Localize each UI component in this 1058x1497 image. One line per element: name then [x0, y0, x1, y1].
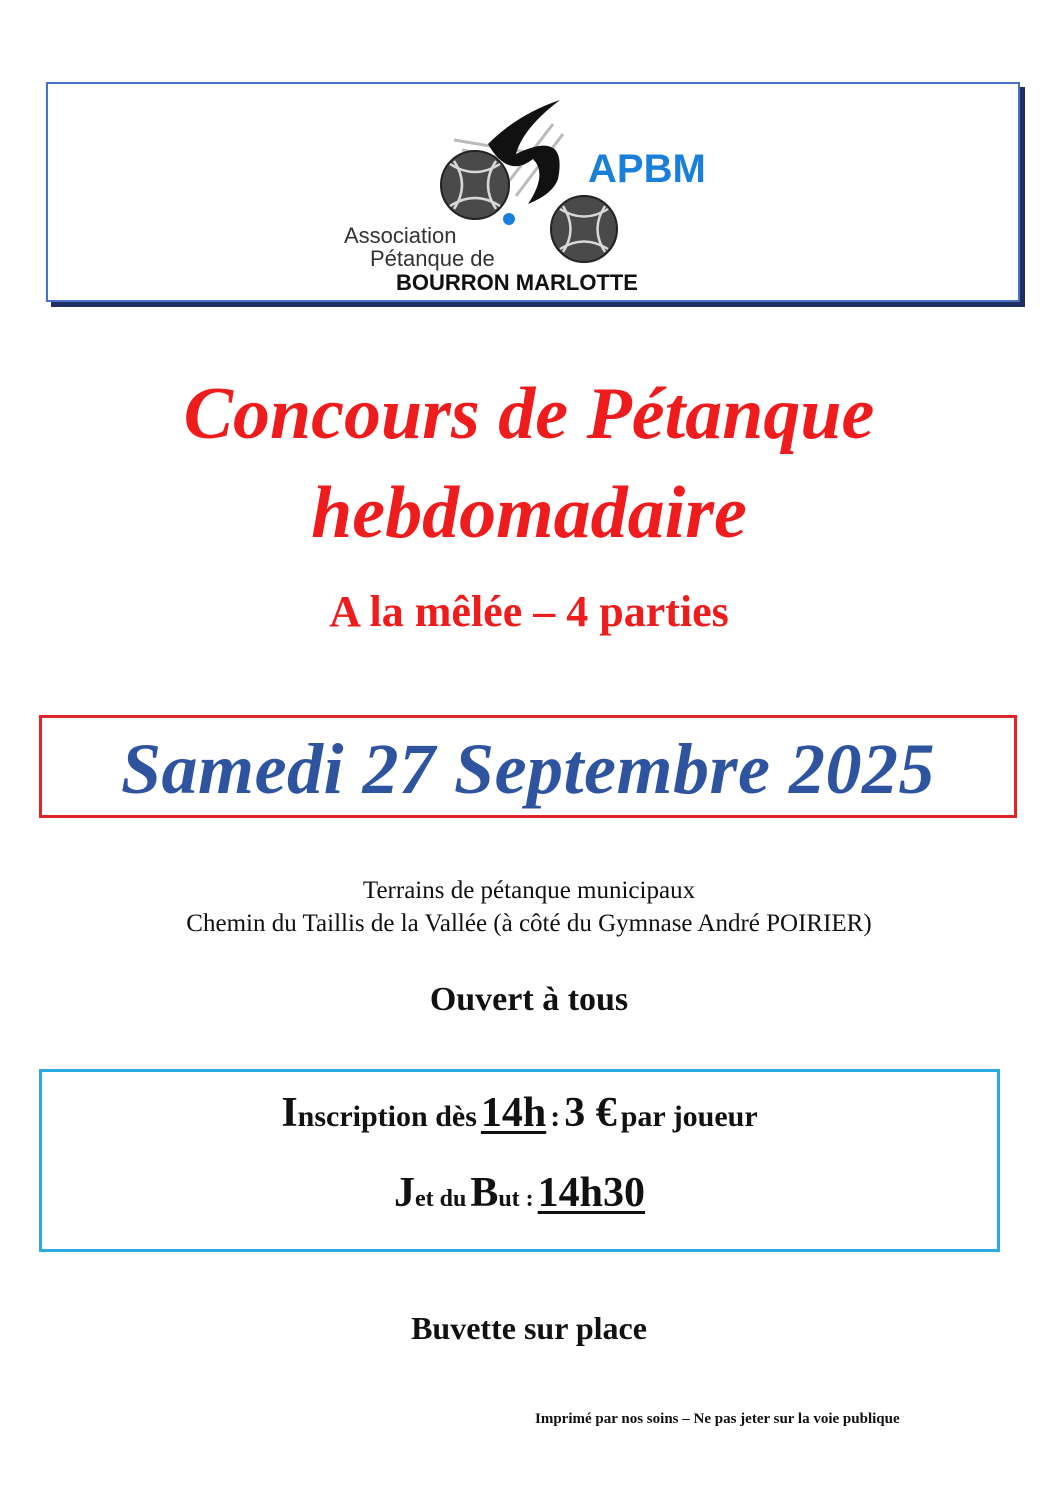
- subtitle: A la mêlée – 4 parties: [329, 587, 729, 636]
- boule-icon: [551, 196, 617, 262]
- info-box: [39, 1069, 1000, 1252]
- buvette: Buvette sur place: [411, 1310, 647, 1346]
- logo-box: [46, 82, 1020, 302]
- date-box: [39, 715, 1017, 818]
- cochonnet-icon: [503, 213, 515, 225]
- registration-time: 14h: [480, 1090, 547, 1136]
- jet-initial-b: B: [470, 1170, 499, 1216]
- jet-line: [42, 1172, 997, 1214]
- registration-sep: :: [550, 1100, 561, 1133]
- registration-label: nscription dès: [297, 1100, 477, 1133]
- jet-initial-j: J: [393, 1170, 415, 1216]
- title-line-1: Concours de Pétanque: [183, 373, 875, 455]
- footer-note: Imprimé par nos soins – Ne pas jeter sur la voie publique: [535, 1411, 900, 1427]
- logo-line-association: Association: [344, 223, 457, 248]
- title-line-2: hebdomadaire: [311, 472, 747, 554]
- venue-line-2: Chemin du Taillis de la Vallée (à côté du Gymnase André POIRIER): [186, 910, 872, 937]
- boule-icon: [441, 151, 509, 219]
- jet-time: 14h30: [537, 1170, 646, 1216]
- registration-per: par joueur: [620, 1100, 758, 1133]
- jet-label-2: ut :: [498, 1186, 534, 1212]
- open-to-all: Ouvert à tous: [429, 981, 629, 1018]
- registration-price: 3 €: [564, 1090, 617, 1136]
- logo-line-town: BOURRON MARLOTTE: [396, 270, 638, 295]
- event-date: Samedi 27 Septembre 2025: [121, 729, 935, 809]
- jet-label: et du: [414, 1186, 467, 1212]
- registration-line: [42, 1092, 997, 1134]
- logo-acronym: APBM: [588, 147, 706, 191]
- venue-line-1: Terrains de pétanque municipaux: [362, 877, 696, 904]
- apbm-logo: [48, 84, 1018, 300]
- registration-initial: I: [281, 1090, 298, 1136]
- logo-line-petanque: Pétanque de: [370, 246, 495, 271]
